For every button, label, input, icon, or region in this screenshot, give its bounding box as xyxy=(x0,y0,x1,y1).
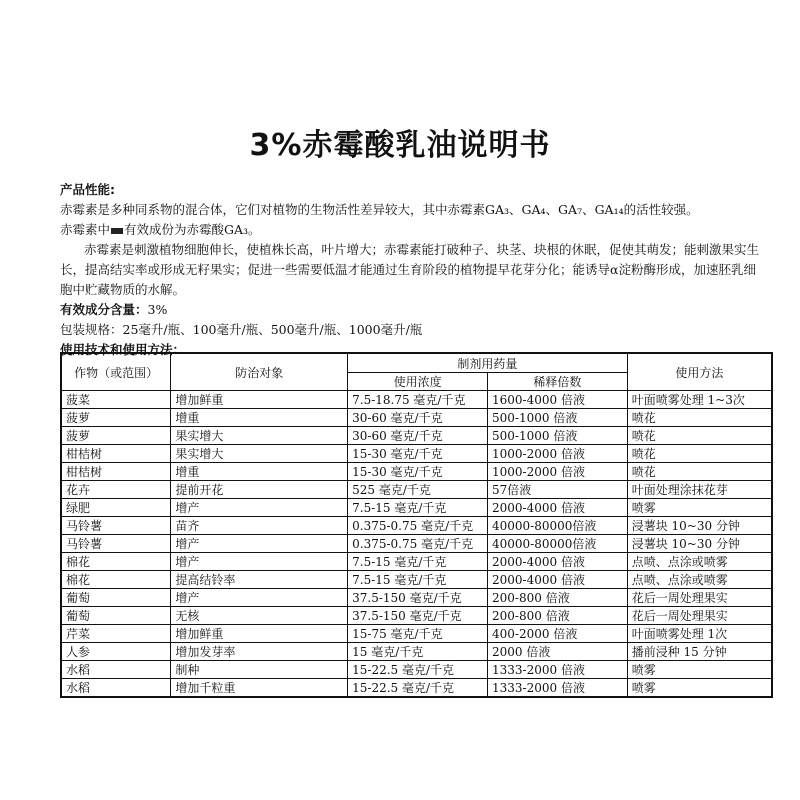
cell-dilution: 1333-2000 倍液 xyxy=(488,661,628,679)
cell-dilution: 57倍液 xyxy=(488,481,628,499)
cell-dilution: 500-1000 倍液 xyxy=(488,427,628,445)
cell-target: 增加鲜重 xyxy=(171,625,348,643)
cell-target: 增加鲜重 xyxy=(171,391,348,409)
cell-concentration: 15 毫克/千克 xyxy=(348,643,488,661)
cell-target: 提前开花 xyxy=(171,481,348,499)
header-target: 防治对象 xyxy=(171,353,348,391)
cell-method: 喷花 xyxy=(627,445,772,463)
cell-dilution: 1000-2000 倍液 xyxy=(488,463,628,481)
cell-dilution: 400-2000 倍液 xyxy=(488,625,628,643)
table-row xyxy=(61,571,772,589)
table-row xyxy=(61,625,772,643)
cell-concentration: 15-22.5 毫克/千克 xyxy=(348,679,488,698)
usage-heading: 使用技术和使用方法： xyxy=(60,342,186,357)
cell-dilution: 1000-2000 倍液 xyxy=(488,445,628,463)
cell-dilution: 2000-4000 倍液 xyxy=(488,499,628,517)
cell-concentration: 525 毫克/千克 xyxy=(348,481,488,499)
cell-concentration: 7.5-15 毫克/千克 xyxy=(348,499,488,517)
cell-crop: 棉花 xyxy=(61,553,171,571)
content-value: 3% xyxy=(147,302,168,317)
cell-concentration: 7.5-15 毫克/千克 xyxy=(348,571,488,589)
cell-crop: 柑桔树 xyxy=(61,463,171,481)
cell-method: 花后一周处理果实 xyxy=(627,589,772,607)
page-title: 3%赤霉酸乳油说明书 xyxy=(249,128,551,163)
intro-paragraph-2: 赤霉素是刺激植物细胞伸长，使植株长高，叶片增大；赤霉素能打破种子、块茎、块根的休眠，促使其萌发；能刺激果实生长，提高结实率或形成无籽果实；促进一些需要低温才能通过生育阶段的植物提早花芽分化；能诱导α淀粉酶形成，加速胚乳细胞中贮藏物质的水解。 xyxy=(60,242,760,297)
cell-method: 喷雾 xyxy=(627,679,772,698)
table-row xyxy=(61,589,772,607)
pack-value: 25毫升/瓶、100毫升/瓶、500毫升/瓶、1000毫升/瓶 xyxy=(122,322,423,337)
cell-crop: 马铃薯 xyxy=(61,517,171,535)
table-row xyxy=(61,391,772,409)
cell-target: 增产 xyxy=(171,499,348,517)
cell-target: 增产 xyxy=(171,535,348,553)
cell-crop: 人参 xyxy=(61,643,171,661)
cell-dilution: 1333-2000 倍液 xyxy=(488,679,628,698)
cell-target: 制种 xyxy=(171,661,348,679)
cell-concentration: 37.5-150 毫克/千克 xyxy=(348,607,488,625)
cell-concentration: 37.5-150 毫克/千克 xyxy=(348,589,488,607)
header-dosage: 制剂用药量 xyxy=(348,353,628,373)
cell-method: 叶面喷雾处理 1次 xyxy=(627,625,772,643)
content-label: 有效成分含量： xyxy=(60,302,148,317)
cell-crop: 棉花 xyxy=(61,571,171,589)
table-row xyxy=(61,535,772,553)
pack-line xyxy=(60,320,760,340)
cell-method: 花后一周处理果实 xyxy=(627,607,772,625)
header-method: 使用方法 xyxy=(627,353,772,391)
cell-crop: 马铃薯 xyxy=(61,535,171,553)
redacted-mark xyxy=(111,228,123,234)
cell-target: 增加千粒重 xyxy=(171,679,348,698)
cell-target: 果实增大 xyxy=(171,445,348,463)
cell-crop: 水稻 xyxy=(61,661,171,679)
intro-paragraph-1b xyxy=(60,220,760,240)
intro-text-pre: 赤霉素中 xyxy=(60,222,111,237)
cell-crop: 芹菜 xyxy=(61,625,171,643)
cell-method: 叶面喷雾处理 1~3次 xyxy=(627,391,772,409)
cell-target: 无核 xyxy=(171,607,348,625)
pack-label: 包装规格： xyxy=(60,322,123,337)
cell-method: 播前浸种 15 分钟 xyxy=(627,643,772,661)
cell-concentration: 30-60 毫克/千克 xyxy=(348,427,488,445)
cell-dilution: 200-800 倍液 xyxy=(488,607,628,625)
cell-method: 点喷、点涂或喷雾 xyxy=(627,571,772,589)
table-row xyxy=(61,445,772,463)
cell-dilution: 40000-80000倍液 xyxy=(488,535,628,553)
header-crop: 作物（或范围） xyxy=(61,353,171,391)
cell-method: 浸薯块 10~30 分钟 xyxy=(627,517,772,535)
table-row xyxy=(61,499,772,517)
cell-crop: 菠萝 xyxy=(61,427,171,445)
header-dilution: 稀释倍数 xyxy=(488,373,628,391)
intro-section xyxy=(60,180,760,360)
cell-concentration: 15-30 毫克/千克 xyxy=(348,445,488,463)
table-row xyxy=(61,427,772,445)
table-row xyxy=(61,607,772,625)
cell-method: 喷花 xyxy=(627,409,772,427)
cell-method: 喷花 xyxy=(627,427,772,445)
table-row xyxy=(61,481,772,499)
cell-dilution: 40000-80000倍液 xyxy=(488,517,628,535)
cell-concentration: 7.5-15 毫克/千克 xyxy=(348,553,488,571)
cell-target: 增重 xyxy=(171,409,348,427)
cell-concentration: 30-60 毫克/千克 xyxy=(348,409,488,427)
cell-crop: 菠萝 xyxy=(61,409,171,427)
cell-crop: 绿肥 xyxy=(61,499,171,517)
table-row xyxy=(61,643,772,661)
cell-method: 浸薯块 10~30 分钟 xyxy=(627,535,772,553)
cell-concentration: 15-22.5 毫克/千克 xyxy=(348,661,488,679)
cell-crop: 葡萄 xyxy=(61,589,171,607)
intro-paragraph-1a: 赤霉素是多种同系物的混合体，它们对植物的生物活性差异较大，其中赤霉素GA₃、GA₄、GA₇、GA₁₄的活性较强。 xyxy=(60,202,699,217)
content-line xyxy=(60,300,760,320)
table-row xyxy=(61,661,772,679)
cell-crop: 菠菜 xyxy=(61,391,171,409)
cell-target: 苗齐 xyxy=(171,517,348,535)
cell-method: 喷雾 xyxy=(627,661,772,679)
cell-target: 增产 xyxy=(171,589,348,607)
table-row xyxy=(61,517,772,535)
cell-concentration: 7.5-18.75 毫克/千克 xyxy=(348,391,488,409)
header-concentration: 使用浓度 xyxy=(348,373,488,391)
table-row xyxy=(61,463,772,481)
cell-target: 果实增大 xyxy=(171,427,348,445)
cell-dilution: 2000-4000 倍液 xyxy=(488,571,628,589)
cell-dilution: 2000 倍液 xyxy=(488,643,628,661)
cell-crop: 柑桔树 xyxy=(61,445,171,463)
table-row xyxy=(61,409,772,427)
cell-dilution: 2000-4000 倍液 xyxy=(488,553,628,571)
table-body xyxy=(61,391,772,698)
cell-concentration: 15-75 毫克/千克 xyxy=(348,625,488,643)
cell-method: 喷花 xyxy=(627,463,772,481)
cell-method: 喷雾 xyxy=(627,499,772,517)
cell-target: 增产 xyxy=(171,553,348,571)
cell-crop: 花卉 xyxy=(61,481,171,499)
cell-dilution: 200-800 倍液 xyxy=(488,589,628,607)
intro-text-post: 有效成份为赤霉酸GA₃。 xyxy=(124,222,261,237)
table-row xyxy=(61,553,772,571)
cell-target: 提高结铃率 xyxy=(171,571,348,589)
table-row xyxy=(61,679,772,698)
cell-dilution: 500-1000 倍液 xyxy=(488,409,628,427)
cell-concentration: 15-30 毫克/千克 xyxy=(348,463,488,481)
cell-method: 叶面处理涂抹花芽 xyxy=(627,481,772,499)
cell-concentration: 0.375-0.75 毫克/千克 xyxy=(348,535,488,553)
cell-crop: 水稻 xyxy=(61,679,171,698)
cell-target: 增重 xyxy=(171,463,348,481)
cell-crop: 葡萄 xyxy=(61,607,171,625)
cell-dilution: 1600-4000 倍液 xyxy=(488,391,628,409)
cell-target: 增加发芽率 xyxy=(171,643,348,661)
cell-method: 点喷、点涂或喷雾 xyxy=(627,553,772,571)
usage-table xyxy=(60,352,773,698)
cell-concentration: 0.375-0.75 毫克/千克 xyxy=(348,517,488,535)
performance-heading: 产品性能: xyxy=(60,182,115,197)
